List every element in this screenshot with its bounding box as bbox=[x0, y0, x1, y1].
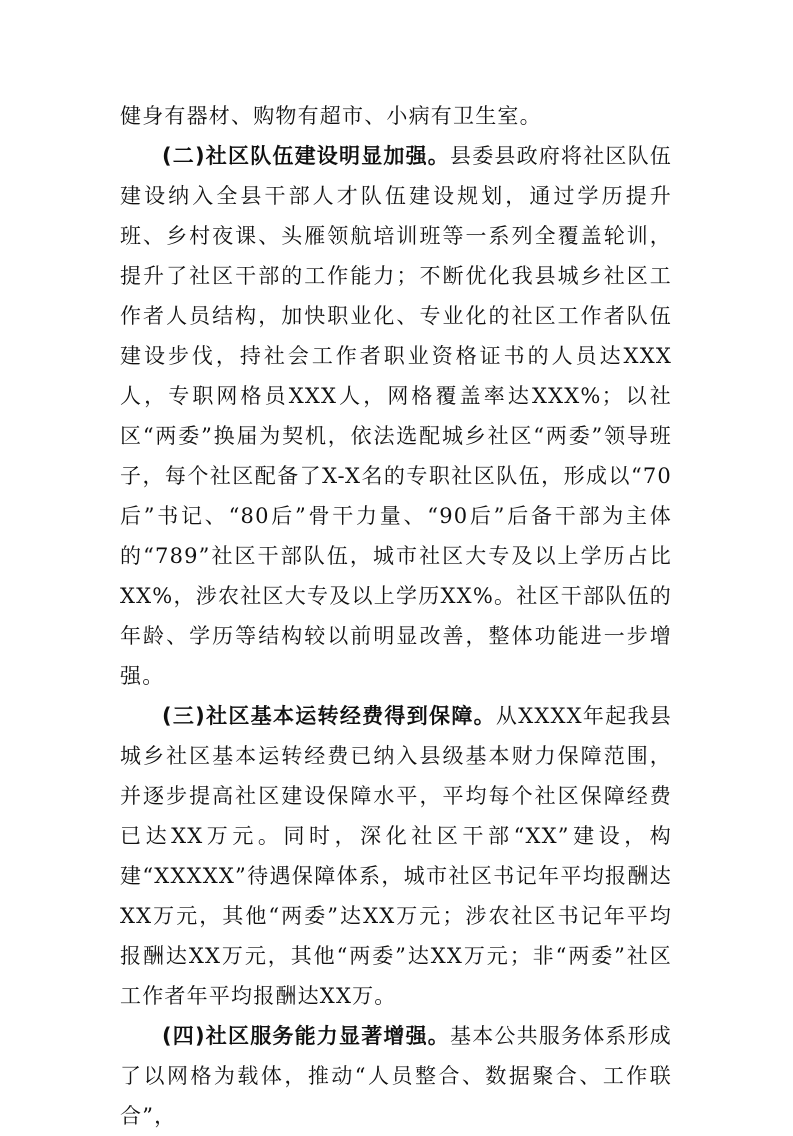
paragraph-body: 从XXXX年起我县城乡社区基本运转经费已纳入县级基本财力保障范围，并逐步提高社区建设保障水平，平均每个社区保障经费已达XX万元。同时，深化社区干部“XX”建设，构建“XXXXX”待遇保障体系，城市社区书记年平均报酬达XX万元，其他“两委”达XX万元；涉农社区书记年平均报酬达XX万元，其他“两委”达XX万元；非“两委”社区工作者年平均报酬达XX万。 bbox=[120, 704, 672, 1008]
paragraph-section-2 bbox=[120, 136, 672, 696]
document-page bbox=[120, 96, 672, 1136]
section-heading: (二)社区队伍建设明显加强。 bbox=[162, 144, 450, 168]
paragraph-body: 健身有器材、购物有超市、小病有卫生室。 bbox=[120, 104, 542, 128]
paragraph-section-4 bbox=[120, 1016, 672, 1136]
paragraph-body: 基本公共服务体系形成了以网格为载体，推动“人员整合、数据聚合、工作联合”， bbox=[120, 1024, 672, 1128]
section-heading: (四)社区服务能力显著增强。 bbox=[162, 1024, 450, 1048]
paragraph-section-3 bbox=[120, 696, 672, 1016]
paragraph-body: 县委县政府将社区队伍建设纳入全县干部人才队伍建设规划，通过学历提升班、乡村夜课、头雁领航培训班等一系列全覆盖轮训，提升了社区干部的工作能力；不断优化我县城乡社区工作者人员结构，加快职业化、专业化的社区工作者队伍建设步伐，持社会工作者职业资格证书的人员达XXX人，专职网格员XXX人，网格覆盖率达XXX%；以社区“两委”换届为契机，依法选配城乡社区“两委”领导班子，每个社区配备了X-X名的专职社区队伍，形成以“70后”书记、“80后”骨干力量、“90后”后备干部为主体的“789”社区干部队伍，城市社区大专及以上学历占比XX%，涉农社区大专及以上学历XX%。社区干部队伍的年龄、学历等结构较以前明显改善，整体功能进一步增强。 bbox=[120, 144, 672, 688]
paragraph-continued bbox=[120, 96, 672, 136]
section-heading: (三)社区基本运转经费得到保障。 bbox=[162, 704, 496, 728]
